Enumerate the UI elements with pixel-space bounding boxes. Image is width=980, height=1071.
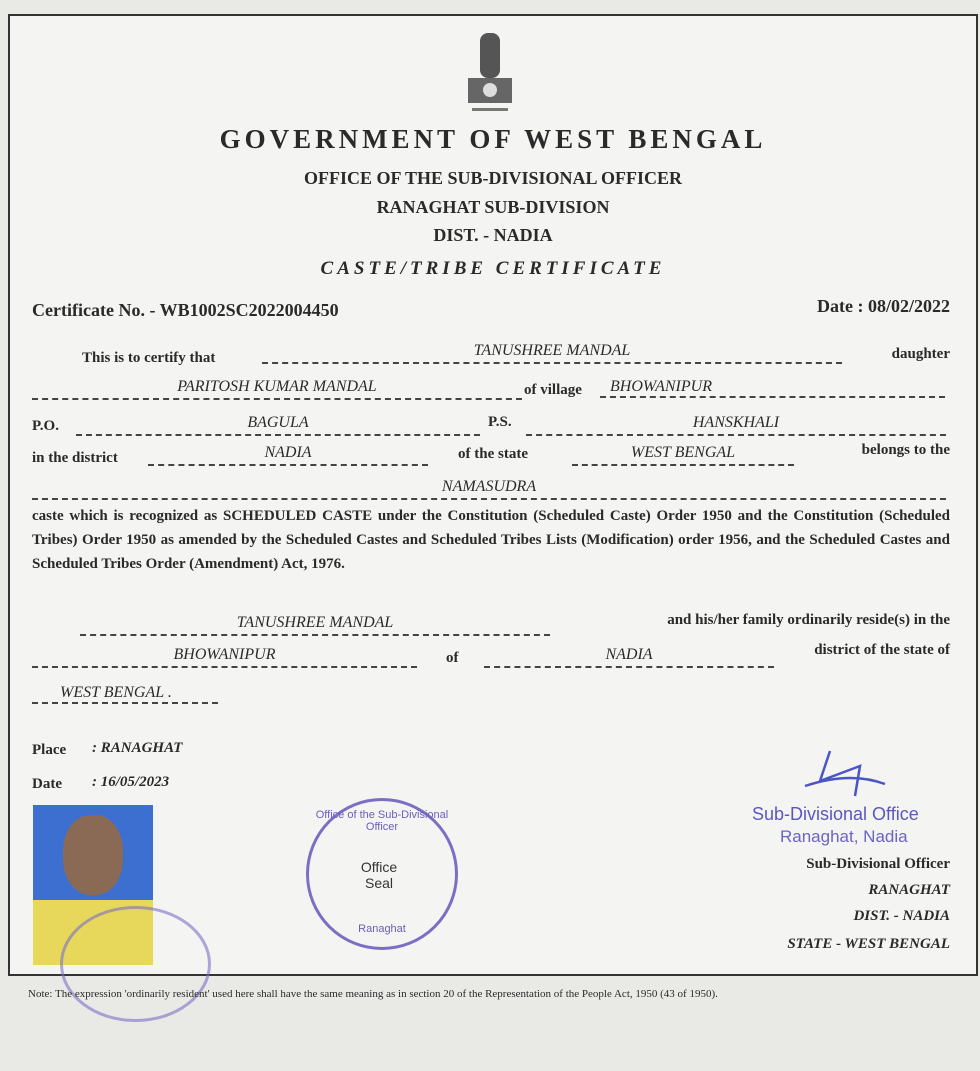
footnote: Note: The expression 'ordinarily resident' used here shall have the same meaning as in section 20 of the Representation of the People Act, 1950 (43 of 1950). xyxy=(28,988,718,1000)
field-state-2: WEST BENGAL . xyxy=(32,684,218,704)
photo-seal xyxy=(60,906,211,1022)
signatory-title: Sub-Divisional Officer xyxy=(806,856,950,872)
label-place: Place xyxy=(32,742,67,758)
certificate-title: CASTE/TRIBE CERTIFICATE xyxy=(320,258,666,279)
field-village-2: BHOWANIPUR xyxy=(32,646,417,668)
label-district-of-state: district of the state of xyxy=(814,642,950,658)
seal-center-text: Office Seal xyxy=(349,859,409,891)
field-po: BAGULA xyxy=(76,414,480,436)
label-of: of xyxy=(446,650,459,666)
signature-stamp-line2: Ranaghat, Nadia xyxy=(780,827,908,846)
national-emblem-icon xyxy=(460,28,520,118)
certificate-number: Certificate No. - WB1002SC2022004450 xyxy=(32,300,339,320)
seal-bottom-text: Ranaghat xyxy=(358,923,406,935)
subdivision-heading: RANAGHAT SUB-DIVISION xyxy=(376,197,610,217)
label-ps: P.S. xyxy=(488,414,512,430)
label-of-state: of the state xyxy=(458,446,528,462)
field-father: PARITOSH KUMAR MANDAL xyxy=(32,378,522,400)
office-heading: OFFICE OF THE SUB-DIVISIONAL OFFICER xyxy=(303,168,683,188)
seal-ring-text: Office of the Sub-Divisional Officer xyxy=(315,809,449,833)
label-daughter: daughter xyxy=(891,346,950,362)
office-seal xyxy=(306,798,458,950)
signatory-district: DIST. - NADIA xyxy=(853,908,950,924)
label-in-district: in the district xyxy=(32,450,118,466)
field-state: WEST BENGAL xyxy=(572,444,794,466)
signatory-state: STATE - WEST BENGAL xyxy=(787,936,950,952)
caste-recognition-text: caste which is recognized as SCHEDULED CASTE under the Constitution (Scheduled Caste) Order 1950 and the Constitution (Scheduled Tribes) Order 1950 as amended by the Scheduled Castes and Scheduled Tribes Lists (Modification) order 1956, and the Scheduled Castes and Scheduled Tribes Order (Amendment) Act, 1976. xyxy=(32,508,950,572)
label-reside: and his/her family ordinarily reside(s) in the xyxy=(667,612,950,628)
label-certify: This is to certify that xyxy=(82,350,216,366)
district-heading: DIST. - NADIA xyxy=(433,225,553,245)
government-heading: GOVERNMENT OF WEST BENGAL xyxy=(219,124,767,154)
signature-stamp-line1: Sub-Divisional Office xyxy=(752,804,919,824)
field-name-2: TANUSHREE MANDAL xyxy=(80,614,550,636)
field-caste: NAMASUDRA xyxy=(32,478,946,500)
field-ps: HANSKHALI xyxy=(526,414,946,436)
field-issue-date: : 16/05/2023 xyxy=(92,774,170,790)
field-district-2: NADIA xyxy=(484,646,774,668)
label-po: P.O. xyxy=(32,418,59,434)
field-village: BHOWANIPUR xyxy=(600,378,945,398)
label-village: of village xyxy=(524,382,582,398)
signatory-place: RANAGHAT xyxy=(868,882,950,898)
certificate xyxy=(8,14,978,976)
field-district: NADIA xyxy=(148,444,428,466)
field-place: : RANAGHAT xyxy=(92,740,183,756)
label-date: Date xyxy=(32,776,62,792)
signature xyxy=(800,746,890,806)
label-belongs: belongs to the xyxy=(861,442,950,458)
field-name: TANUSHREE MANDAL xyxy=(262,342,842,364)
certificate-date: Date : 08/02/2022 xyxy=(817,296,950,316)
